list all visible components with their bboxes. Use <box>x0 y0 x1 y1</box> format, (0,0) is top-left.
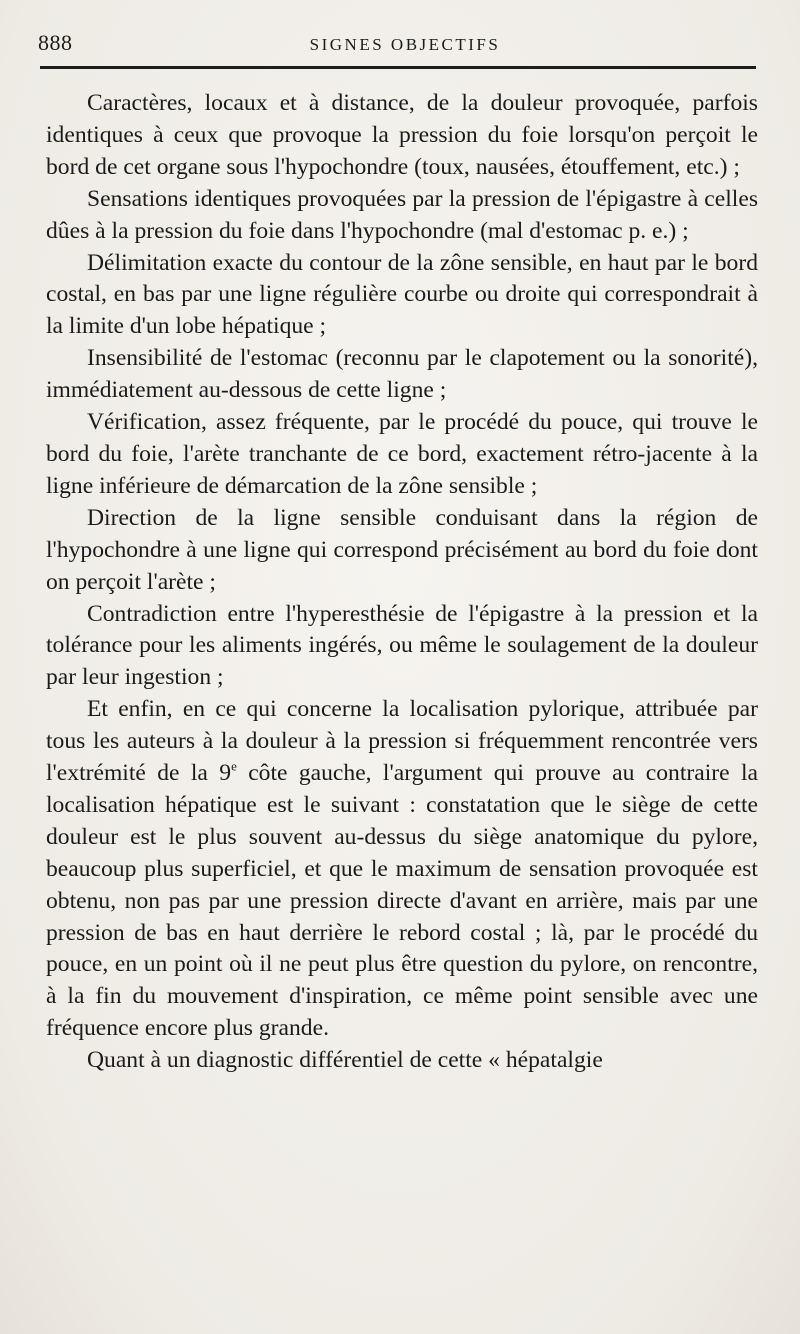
body-text <box>46 88 758 1077</box>
paragraph-5: Vérification, assez fréquente, par le procédé du pouce, qui trouve le bord du foie, l'arète tranchante de ce bord, exactement rétro-jacente à la ligne inférieure de démarcation de la zône sensible ; <box>46 409 758 499</box>
paragraph-4: Insensibilité de l'estomac (reconnu par le clapotement ou la sonorité), immédiatement au-dessous de cette ligne ; <box>46 345 758 404</box>
paragraph-6: Direction de la ligne sensible conduisant dans la région de l'hypochondre à une ligne qui correspond précisément au bord du foie dont on perçoit l'arète ; <box>46 504 758 595</box>
paragraph-8-part-1: Et enfin, en ce qui concerne la localisation pylorique, attribuée par tous les auteurs à la douleur à la pression si fréquemment rencontrée vers l'extrémité de la 9 <box>46 696 758 787</box>
paragraph-1: Caractères, locaux et à distance, de la douleur provoquée, parfois identiques à ceux que provoque la pression du foie lorsqu'on perçoit le bord de cet organe sous l'hypochondre (toux, nausées, étouffement, etc.) ; <box>46 90 758 180</box>
page-number: 888 <box>38 30 73 55</box>
header-rule <box>40 66 756 69</box>
page-header <box>38 30 758 60</box>
paragraph-9: Quant à un diagnostic différentiel de cette « hépatalgie <box>87 1047 603 1074</box>
paragraph-8-part-2: côte gauche, l'argument qui prouve au contraire la localisation hépatique est le suivant : constatation que le siège de cette douleur est le plus souvent au-dessus du siège anatomique du pylore, beaucoup plus superficiel, et que le maximum de sensation provoquée est obtenu, non pas par une pression directe d'avant en arrière, mais par une pression de bas en haut derrière le rebord costal ; là, par le procédé du pouce, en un point où il ne peut plus être question du pylore, on rencontre, à la fin du mouvement d'inspiration, ce même point sensible avec une fréquence encore plus grande. <box>46 760 758 1042</box>
ordinal-superscript: e <box>231 758 237 774</box>
running-title: SIGNES OBJECTIFS <box>309 35 501 54</box>
paragraph-8 <box>46 694 758 1045</box>
paragraph-2: Sensations identiques provoquées par la pression de l'épigastre à celles dûes à la pression du foie dans l'hypochondre (mal d'estomac p. e.) ; <box>46 185 758 244</box>
paragraph-7: Contradiction entre l'hyperesthésie de l'épigastre à la pression et la tolérance pour les aliments ingérés, ou même le soulagement de la douleur par leur ingestion ; <box>46 600 758 691</box>
paragraph-3: Délimitation exacte du contour de la zône sensible, en haut par le bord costal, en bas par une ligne régulière courbe ou droite qui correspondrait à la limite d'un lobe hépatique ; <box>46 249 758 340</box>
